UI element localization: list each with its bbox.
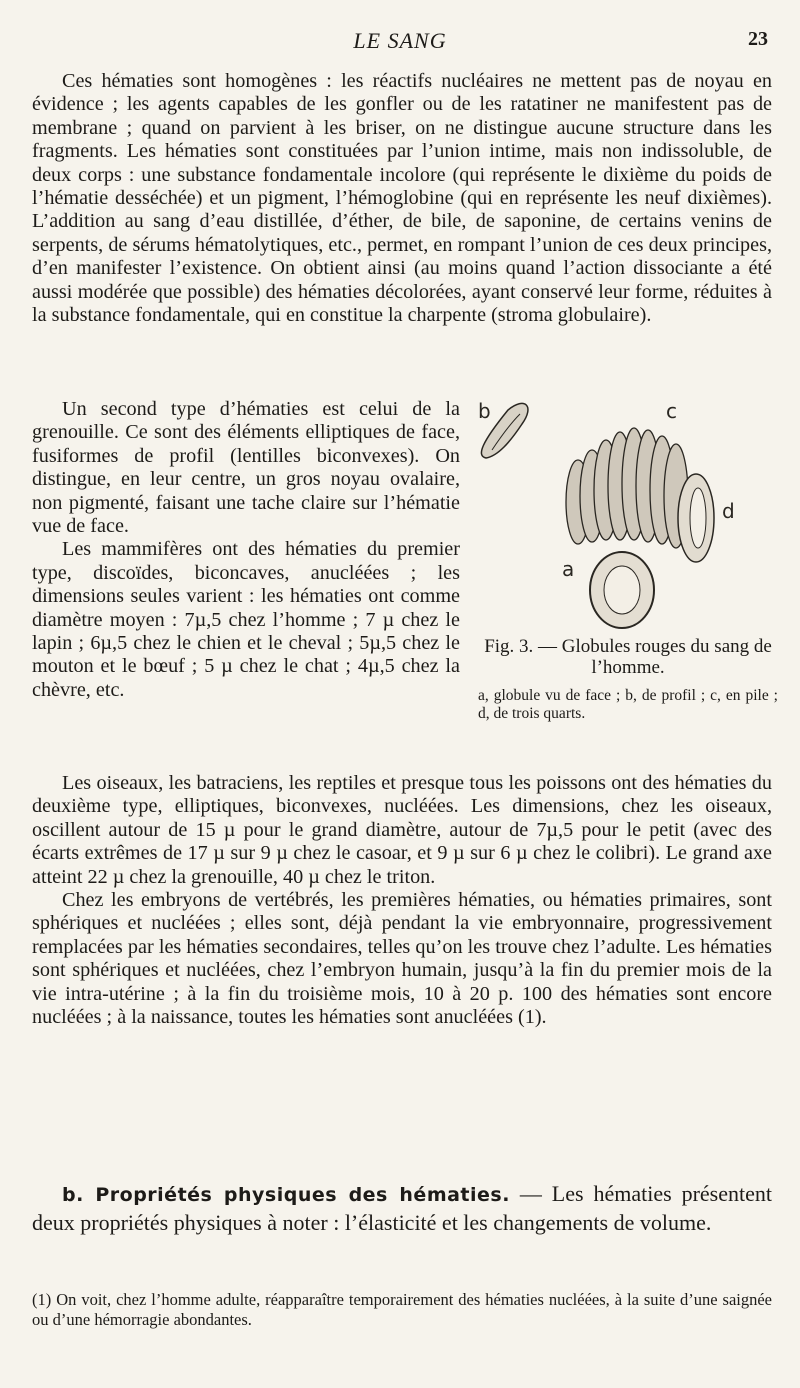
- section-body: — Les hématies présentent deux propriétés physiques à noter : l’élasticité et les changements de volume.: [32, 1181, 772, 1235]
- figure-legend: a, globule vu de face ; b, de profil ; c, en pile ; d, de trois quarts.: [478, 687, 778, 722]
- narrow-column: [32, 398, 460, 702]
- label-d: d: [722, 499, 735, 523]
- cell-stack-illustration: [566, 428, 688, 548]
- label-b: b: [478, 399, 491, 423]
- section-title: b. Propriétés physiques des hématies.: [62, 1184, 510, 1206]
- running-title: LE SANG: [353, 28, 447, 53]
- figure-caption: Fig. 3. — Globules rouges du sang de l’homme.: [484, 636, 772, 678]
- cell-face-illustration: [590, 552, 654, 628]
- paragraph-mammals: Les mammifères ont des hématies du premier type, discoïdes, biconcaves, anucléées ; les dimensions seules varient : les hématies ont comme diamètre moyen : 7µ,5 chez l’homme ; 7 µ chez le lapin ; 6µ,5 chez le chien et le cheval ; 5µ,5 chez le mouton et le bœuf ; 5 µ chez le chat ; 4µ,5 chez la chèvre, etc.: [32, 538, 460, 701]
- section-physical-properties: [32, 1180, 772, 1237]
- paragraph-second-type: Un second type d’hématies est celui de la grenouille. Ce sont des éléments elliptiques de face, fusiformes de profil (lentilles biconvexes). On distingue, en leur centre, un gros noyau ovalaire, non pigmenté, faisant une tache claire sur l’hématie vue de face.: [32, 398, 460, 538]
- paragraph-birds: Les oiseaux, les batraciens, les reptiles et presque tous les poissons ont des hématies du deuxième type, elliptiques, biconvexes, nucléées. Les dimensions, chez les oiseaux, oscillent autour de 15 µ pour le grand diamètre, autour de 7µ,5 pour le petit (avec des écarts extrêmes de 17 µ sur 9 µ chez le casoar, et 9 µ sur 6 µ chez le colibri). Le grand axe atteint 22 µ chez la grenouille, 40 µ chez le triton.: [32, 772, 772, 888]
- paragraph-homogeneous: Ces hématies sont homogènes : les réactifs nucléaires ne mettent pas de noyau en évidence ; les agents capables de les gonfler ou de les ratatiner ne manifestent pas de membrane ; quand on parvient à les briser, on ne distingue aucune structure dans les fragments. Les hématies sont constituées par l’union intime, mais non indissoluble, de deux corps : une substance fondamentale incolore (qui représente le dixième du poids de l’hématie desséchée) et un pigment, l’hémoglobine (qui en représente les neuf dixièmes). L’addition au sang d’eau distillée, d’éther, de bile, de saponine, de certains venins de serpents, de sérums hématolytiques, etc., permet, en rompant l’union de ces deux principes, d’en manifester l’existence. On obtient ainsi (au moins quand l’action dissociante a été aussi modérée que possible) des hématies décolorées, ayant conservé leur forme, réduites à la substance fondamentale, qui en constitue la charpente (stroma globulaire).: [32, 70, 772, 327]
- body-continued: [32, 772, 772, 1029]
- footnote: (1) On voit, chez l’homme adulte, réapparaître temporairement des hématies nucléées, à la suite d’une saignée ou d’une hémorragie abondantes.: [32, 1290, 772, 1329]
- cell-three-quarter-illustration: [678, 474, 714, 562]
- paragraph-embryos: Chez les embryons de vertébrés, les premières hématies, ou hématies primaires, sont sphériques et nucléées ; elles sont, déjà pendant la vie embryonnaire, progressivement remplacées par les hématies secondaires, telles qu’on les trouve chez l’adulte. Les hématies sont sphériques et nucléées, chez l’embryon humain, jusqu’à la fin du premier mois de la vie intra-utérine ; à la fin du troisième mois, 10 à 20 p. 100 des hématies sont encore nucléées ; à la naissance, toutes les hématies sont anucléées (1).: [32, 889, 772, 1029]
- label-a: a: [562, 557, 575, 581]
- figure-red-blood-cells: [470, 398, 780, 728]
- page-header: [32, 28, 768, 54]
- page-number: 23: [748, 28, 768, 50]
- label-c: c: [666, 399, 677, 423]
